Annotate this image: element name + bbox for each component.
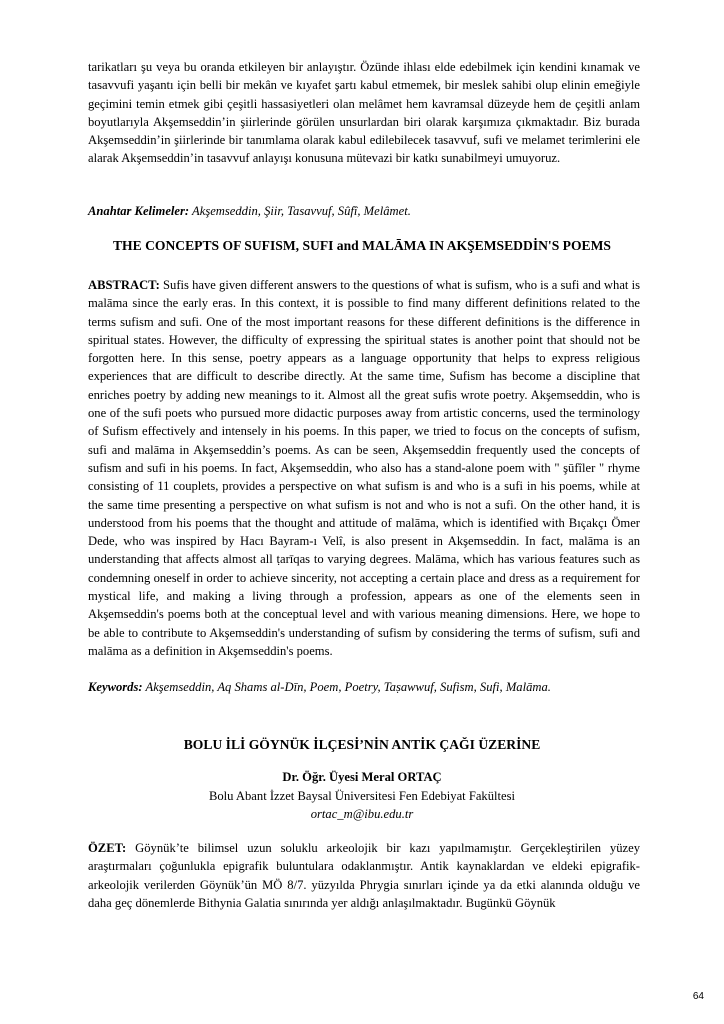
abstract-text: Sufis have given different answers to the questions of what is sufism, who is a sufi and what is malāma since the early eras. In this context, it is possible to find many different definitions related to the terms sufism and sufi. One of the most important reasons for these different definitions is the difference in spiritual states. However, the difficulty of expressing the spiritual states is another point that should not be forgotten here. In this sense, poetry appears as a language opportunity that helps to express religious experiences that are difficult to describe directly. At the same time, Sufism has become a discipline that enriches poetry by adding new meanings to it. Almost all the great sufis wrote poetry. Akşemseddin, who is one of the sufi poets who pursued more didactic purposes away from artistic concerns, used the terminology of Sufism effectively and intensely in his poems. In this paper, we tried to focus on the concepts of sufism, sufi and malāma in Akşemseddin’s poems. As can be seen, Akşemseddin frequently used the concepts of sufism and sufi in his poems. In fact, Akşemseddin, who also has a stand-alone poem with " şūfîler " rhyme consisting of 11 couplets, provides a perspective on what sufism is and who is a sufi in his poems, while at the same time presenting a perspective on what sufism is not and who is not a sufi. On the other hand, it is understood from his poems that the thought and attitude of malāma, which is identified with Bıçakçı Ömer Dede, who was inspired by Hacı Bayram-ı Velî, is also present in Akşemseddin. In fact, malāma is an understanding that affects almost all ṭarīqas to varying degrees. Malāma, which has various features such as condemning oneself in order to achieve sincerity, not accepting a certain place and dress as a requirement for mystical life, and making a living through a profession, appears as one of the elements seen in Akşemseddin's poems both at the conceptual level and with various meaning dimensions. Here, we hope to be able to contribute to Akşemseddin's understanding of sufism by considering the terms of sufism, sufi and malāma as a definition in Akşemseddin's poems. (88, 278, 640, 658)
intro-paragraph: tarikatları şu veya bu oranda etkileyen bir anlayıştır. Özünde ihlası elde edebilmek için kendini kınamak ve tasavvufi yaşantı için belli bir mekân ve kıyafet şartı kabul etmemek, bir meslek sahibi olup elinin emeğiyle geçimini temin etmek gibi çeşitli hassasiyetleri olan melâmet hem kavramsal düzeyde hem de çeşitli anlam boyutlarıyla Akşemseddin’in şiirlerinde görülen unsurlardan biri olarak karşımıza çıkmaktadır. Biz burada Akşemseddin’in şiirlerinde bir tanımlama olarak kabul edilebilecek tasavvuf, sufi ve melamet terimlerini ele alarak Akşemseddin’in tasavvuf anlayışı konusuna mütevazi bir katkı sunabilmeyi umuyoruz. (88, 60, 640, 166)
english-keywords (88, 680, 648, 695)
abstract-paragraph (88, 276, 640, 660)
author-affiliation: Bolu Abant İzzet Baysal Üniversitesi Fen Edebiyat Fakültesi (208, 789, 516, 803)
ozet-label: ÖZET: (88, 841, 127, 855)
turkish-keywords (88, 204, 648, 219)
english-title: THE CONCEPTS OF SUFISM, SUFI and MALĀMA IN AKŞEMSEDDİN'S POEMS (112, 238, 611, 253)
second-article-title: BOLU İLİ GÖYNÜK İLÇESİ’NİN ANTİK ÇAĞI ÜZERİNE (183, 737, 541, 752)
author-name: Dr. Öğr. Üyesi Meral ORTAÇ (282, 770, 442, 784)
abstract-label: ABSTRACT: (88, 278, 160, 292)
ozet-text: Göynük’te bilimsel uzun soluklu arkeolojik bir kazı yapılmamıştır. Gerçekleştirilen yüzey araştırmaları çoğunlukla epigrafik buluntulara odaklanmıştır. Antik kaynaklardan ve eldeki epigrafik-arkeolojik verilerden Göynük’ün MÖ 8/7. yüzyılda Phrygia sınırları içinde ya da etki alanında olduğu ve daha geç dönemlerde Bithynia Galatia sınırında yer aldığı anlaşılmaktadır. Bugünkü Göynük (88, 841, 640, 910)
author-email[interactable]: ortac_m@ibu.edu.tr (310, 807, 414, 821)
english-keywords-label: Keywords: (88, 680, 143, 694)
ozet-paragraph (88, 839, 640, 912)
english-keywords-text: Akşemseddin, Aq Shams al-Dīn, Poem, Poetry, Taṣawwuf, Sufism, Sufi, Malāma. (142, 680, 551, 694)
turkish-keywords-label: Anahtar Kelimeler: (88, 204, 190, 218)
turkish-keywords-text: Akşemseddin, Şiir, Tasavvuf, Sûfî, Melâmet. (189, 204, 411, 218)
page-number: 64 (692, 991, 704, 1002)
